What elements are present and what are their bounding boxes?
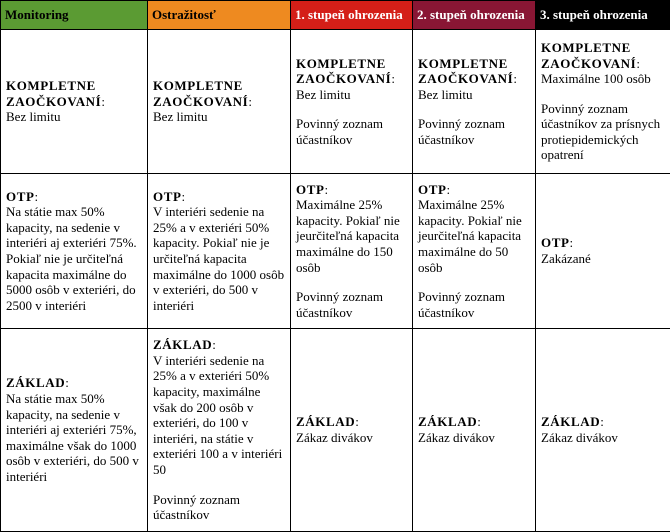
cell-zaklad-monitoring: ZÁKLAD: Na státie max 50% kapacity, na sedenie v interiéri aj exteriéri 75%, maximálne však do 1000 osôb v exteriéri, do 500 v interiéri: [1, 329, 148, 532]
header-stupen-3: 3. stupeň ohrozenia: [536, 1, 670, 30]
cell-otp-stupen-2: OTP: Maximálne 25% kapacity. Pokiaľ nie jeurčiteľná kapacita maximálne do 50 osôb Povinný zoznam účastníkov: [413, 174, 536, 329]
header-monitoring: Monitoring: [1, 1, 148, 30]
cell-otp-stupen-1: OTP: Maximálne 25% kapacity. Pokiaľ nie jeurčiteľná kapacita maximálne do 150 osôb Povinný zoznam účastníkov: [291, 174, 413, 329]
cell-text: Maximálne 100 osôb: [541, 71, 651, 86]
header-ostrazitost: Ostražitosť: [148, 1, 291, 30]
cell-kompletne-ostrazitost: KOMPLETNE ZAOČKOVANÍ: Bez limitu: [148, 30, 291, 174]
category-label: OTP: [418, 182, 447, 197]
header-stupen-1: 1. stupeň ohrozenia: [291, 1, 413, 30]
cell-kompletne-monitoring: KOMPLETNE ZAOČKOVANÍ: Bez limitu: [1, 30, 148, 174]
cell-zaklad-stupen-3: ZÁKLAD: Zákaz divákov: [536, 329, 670, 532]
row-zaklad: [1, 329, 670, 532]
cell-text: Zákaz divákov: [541, 430, 618, 445]
category-label: ZÁKLAD: [6, 375, 65, 390]
category-label: ZÁKLAD: [541, 414, 600, 429]
cell-text: Na státie max 50% kapacity, na sedenie v interiéri aj exteriéri 75%, maximálne však do 1000 osôb v exteriéri, do 500 v interiéri: [6, 391, 139, 484]
cell-text: Maximálne 25% kapacity. Pokiaľ nie jeurčiteľná kapacita maximálne do 50 osôb: [418, 197, 522, 274]
cell-text: Zakázané: [541, 251, 591, 266]
category-label: KOMPLETNE ZAOČKOVANÍ: [541, 40, 636, 71]
category-label: OTP: [153, 189, 182, 204]
cell-kompletne-stupen-1: KOMPLETNE ZAOČKOVANÍ: Bez limitu Povinný zoznam účastníkov: [291, 30, 413, 174]
cell-otp-stupen-3: OTP: Zakázané: [536, 174, 670, 329]
category-label: ZÁKLAD: [153, 337, 212, 352]
cell-zaklad-stupen-1: ZÁKLAD: Zákaz divákov: [291, 329, 413, 532]
row-otp: [1, 174, 670, 329]
cell-kompletne-stupen-3: KOMPLETNE ZAOČKOVANÍ: Maximálne 100 osôb Povinný zoznam účastníkov za prísnych protiepidemických opatrení: [536, 30, 670, 174]
category-label: ZÁKLAD: [418, 414, 477, 429]
cell-text: Bez limitu: [296, 87, 351, 102]
category-label: KOMPLETNE ZAOČKOVANÍ: [153, 78, 248, 109]
header-stupen-2: 2. stupeň ohrozenia: [413, 1, 536, 30]
cell-text: Maximálne 25% kapacity. Pokiaľ nie jeurčiteľná kapacita maximálne do 150 osôb: [296, 197, 400, 274]
header-row: [1, 1, 670, 30]
cell-text: Zákaz divákov: [418, 430, 495, 445]
cell-text: Bez limitu: [6, 109, 61, 124]
cell-note: Povinný zoznam účastníkov: [418, 116, 505, 147]
category-label: KOMPLETNE ZAOČKOVANÍ: [6, 78, 101, 109]
cell-zaklad-stupen-2: ZÁKLAD: Zákaz divákov: [413, 329, 536, 532]
cell-text: Bez limitu: [418, 87, 473, 102]
cell-note: Povinný zoznam účastníkov: [418, 289, 505, 320]
cell-note: Povinný zoznam účastníkov: [296, 116, 383, 147]
cell-note: Povinný zoznam účastníkov: [296, 289, 383, 320]
cell-kompletne-stupen-2: KOMPLETNE ZAOČKOVANÍ: Bez limitu Povinný zoznam účastníkov: [413, 30, 536, 174]
category-label: KOMPLETNE ZAOČKOVANÍ: [296, 56, 391, 87]
cell-text: V interiéri sedenie na 25% a v exteriéri 50% kapacity, maximálne však do 200 osôb v exteriéri, do 100 v interiéri, na státie v exteriéri 100 a v interiéri 50: [153, 353, 282, 477]
category-label: OTP: [541, 235, 570, 250]
category-label: OTP: [296, 182, 325, 197]
row-kompletne-zaockovani: [1, 30, 670, 174]
cell-otp-monitoring: OTP: Na státie max 50% kapacity, na sedenie v interiéri aj exteriéri 75%. Pokiaľ nie je určiteľná kapacita maximálne do 5000 osôb v exteriéri, do 2500 v interiéri: [1, 174, 148, 329]
cell-otp-ostrazitost: OTP: V interiéri sedenie na 25% a v exteriéri 50% kapacity. Pokiaľ nie je určiteľná kapacita maximálne do 1000 osôb v exteriéri, do 500 v interiéri: [148, 174, 291, 329]
cell-note: Povinný zoznam účastníkov za prísnych protiepidemických opatrení: [541, 101, 660, 163]
category-label: ZÁKLAD: [296, 414, 355, 429]
category-label: KOMPLETNE ZAOČKOVANÍ: [418, 56, 513, 87]
category-label: OTP: [6, 189, 35, 204]
cell-zaklad-ostrazitost: ZÁKLAD: V interiéri sedenie na 25% a v exteriéri 50% kapacity, maximálne však do 200 osôb v exteriéri, do 100 v interiéri, na státie v exteriéri 100 a v interiéri 50 Povinný zoznam účastníkov: [148, 329, 291, 532]
cell-text: Na státie max 50% kapacity, na sedenie v interiéri aj exteriéri 75%. Pokiaľ nie je určiteľná kapacita maximálne do 5000 osôb v exteriéri, do 2500 v interiéri: [6, 204, 137, 313]
cell-text: V interiéri sedenie na 25% a v exteriéri 50% kapacity. Pokiaľ nie je určiteľná kapacita maximálne do 1000 osôb v exteriéri, do 500 v interiéri: [153, 204, 284, 313]
cell-text: Zákaz divákov: [296, 430, 373, 445]
cell-text: Bez limitu: [153, 109, 208, 124]
cell-note: Povinný zoznam účastníkov: [153, 492, 240, 523]
